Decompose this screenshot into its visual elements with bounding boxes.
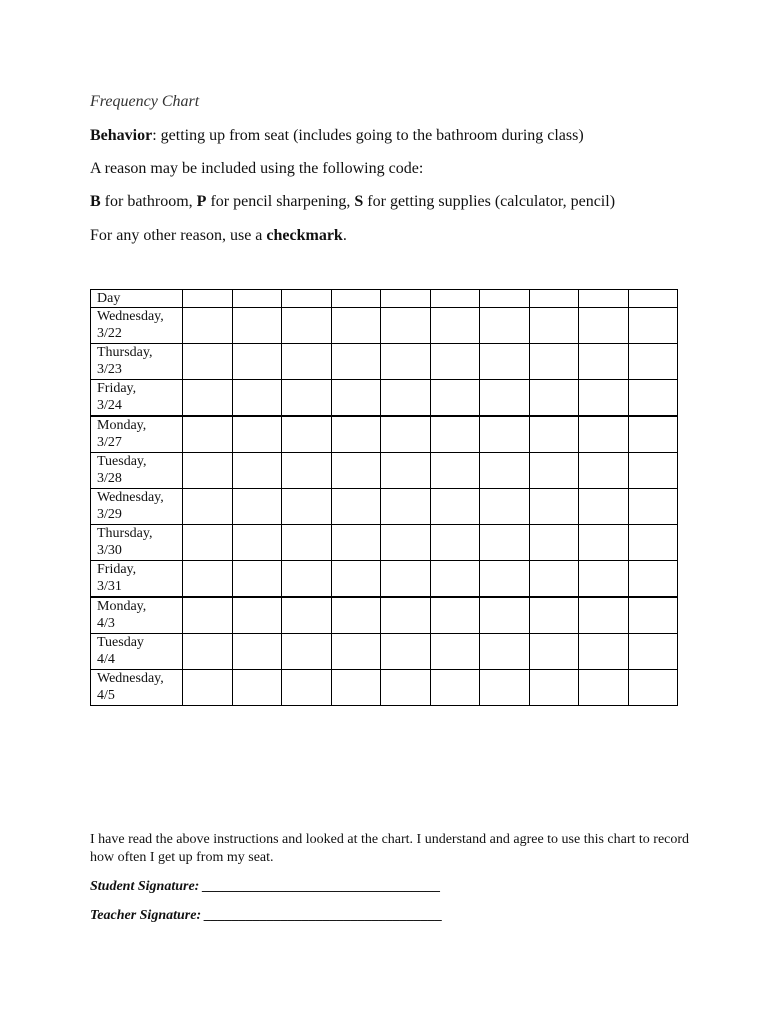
day-date: 4/5 — [97, 688, 115, 703]
tally-cell[interactable] — [183, 453, 233, 489]
day-cell — [91, 597, 183, 634]
tally-cell[interactable] — [529, 344, 579, 380]
tally-cell[interactable] — [183, 416, 233, 453]
tally-cell[interactable] — [232, 670, 282, 706]
code-p-key: P — [196, 193, 207, 210]
tally-cell[interactable] — [282, 597, 332, 634]
tally-cell[interactable] — [529, 634, 579, 670]
tally-cell[interactable] — [183, 561, 233, 598]
day-date: 3/22 — [97, 326, 122, 341]
tally-cell[interactable] — [183, 380, 233, 417]
tally-cell[interactable] — [331, 308, 381, 344]
tally-cell[interactable] — [232, 525, 282, 561]
tally-cell[interactable] — [282, 290, 332, 308]
tally-cell[interactable] — [381, 453, 431, 489]
tally-cell[interactable] — [628, 597, 678, 634]
tally-cell[interactable] — [232, 453, 282, 489]
day-header: Day — [91, 290, 183, 308]
agreement-text: I have read the above instructions and looked at the chart. I understand and agree to use this chart to record how often I get up from my seat. — [90, 832, 690, 865]
table-row — [91, 597, 678, 634]
day-cell — [91, 416, 183, 453]
tally-cell[interactable] — [430, 453, 480, 489]
tally-cell[interactable] — [183, 525, 233, 561]
code-s-key: S — [354, 193, 364, 210]
tally-cell[interactable] — [579, 525, 629, 561]
other-suffix: . — [342, 227, 347, 244]
tally-cell[interactable] — [331, 380, 381, 417]
tally-cell[interactable] — [579, 453, 629, 489]
tally-cell[interactable] — [430, 525, 480, 561]
tally-cell[interactable] — [480, 489, 530, 525]
tally-cell[interactable] — [628, 290, 678, 308]
day-name: Tuesday — [97, 635, 144, 650]
other-reason-line — [90, 227, 347, 245]
tally-cell[interactable] — [232, 308, 282, 344]
tally-cell[interactable] — [480, 290, 530, 308]
code-b-text: for bathroom, — [100, 193, 197, 210]
tally-cell[interactable] — [381, 525, 431, 561]
day-cell — [91, 308, 183, 344]
tally-cell[interactable] — [579, 416, 629, 453]
tally-cell[interactable] — [381, 344, 431, 380]
tally-cell[interactable] — [381, 380, 431, 417]
tally-cell[interactable] — [579, 489, 629, 525]
tally-cell[interactable] — [480, 344, 530, 380]
day-cell — [91, 525, 183, 561]
tally-cell[interactable] — [282, 453, 332, 489]
tally-cell[interactable] — [579, 634, 629, 670]
day-name: Friday, — [97, 562, 137, 577]
day-name: Wednesday, — [97, 309, 164, 324]
code-p-text: for pencil sharpening, — [206, 193, 355, 210]
tally-cell[interactable] — [183, 597, 233, 634]
tally-cell[interactable] — [579, 290, 629, 308]
tally-cell[interactable] — [381, 634, 431, 670]
day-name: Friday, — [97, 381, 137, 396]
table-row — [91, 561, 678, 598]
day-cell — [91, 380, 183, 417]
tally-cell[interactable] — [529, 308, 579, 344]
reason-line: A reason may be included using the following code: — [90, 160, 424, 177]
tally-cell[interactable] — [430, 344, 480, 380]
tally-cell[interactable] — [232, 380, 282, 417]
tally-cell[interactable] — [430, 380, 480, 417]
tally-cell[interactable] — [331, 561, 381, 598]
day-cell — [91, 489, 183, 525]
student-signature-line[interactable]: Student Signature: __________________________________ — [90, 879, 441, 894]
tally-cell[interactable] — [480, 380, 530, 417]
tally-cell[interactable] — [282, 561, 332, 598]
day-date: 3/31 — [97, 579, 122, 594]
table-row — [91, 489, 678, 525]
tally-cell[interactable] — [628, 670, 678, 706]
table-row — [91, 453, 678, 489]
code-s-text: for getting supplies (calculator, pencil) — [363, 193, 616, 210]
tally-cell[interactable] — [331, 634, 381, 670]
behavior-text: : getting up from seat (includes going to the bathroom during class) — [152, 127, 584, 144]
tally-cell[interactable] — [529, 290, 579, 308]
day-date: 3/23 — [97, 362, 122, 377]
day-date: 3/28 — [97, 471, 122, 486]
tally-cell[interactable] — [183, 290, 233, 308]
tally-cell[interactable] — [183, 634, 233, 670]
tally-cell[interactable] — [480, 597, 530, 634]
day-date: 3/30 — [97, 543, 122, 558]
tally-cell[interactable] — [529, 597, 579, 634]
table-row — [91, 344, 678, 380]
tally-cell[interactable] — [381, 597, 431, 634]
tally-cell[interactable] — [331, 489, 381, 525]
tally-cell[interactable] — [628, 453, 678, 489]
tally-cell[interactable] — [430, 290, 480, 308]
tally-cell[interactable] — [232, 634, 282, 670]
tally-cell[interactable] — [480, 416, 530, 453]
day-cell — [91, 453, 183, 489]
tally-cell[interactable] — [381, 670, 431, 706]
day-date: 3/27 — [97, 435, 122, 450]
tally-cell[interactable] — [529, 416, 579, 453]
tally-cell[interactable] — [579, 344, 629, 380]
tally-cell[interactable] — [480, 525, 530, 561]
table-row — [91, 380, 678, 417]
tally-cell[interactable] — [381, 416, 431, 453]
tally-cell[interactable] — [628, 561, 678, 598]
tally-cell[interactable] — [579, 597, 629, 634]
tally-cell[interactable] — [480, 634, 530, 670]
tally-cell[interactable] — [480, 453, 530, 489]
tally-cell[interactable] — [331, 344, 381, 380]
day-date: 4/4 — [97, 652, 115, 667]
tally-cell[interactable] — [430, 416, 480, 453]
frequency-table — [90, 289, 678, 706]
tally-cell[interactable] — [529, 525, 579, 561]
teacher-signature-line[interactable]: Teacher Signature: __________________________________ — [90, 908, 443, 923]
day-name: Monday, — [97, 418, 147, 433]
tally-cell[interactable] — [381, 489, 431, 525]
tally-cell[interactable] — [430, 308, 480, 344]
tally-cell[interactable] — [282, 380, 332, 417]
tally-cell[interactable] — [628, 416, 678, 453]
day-date: 3/24 — [97, 398, 122, 413]
frequency-table-body — [91, 290, 678, 706]
day-name: Wednesday, — [97, 490, 164, 505]
tally-cell[interactable] — [282, 525, 332, 561]
tally-cell[interactable] — [232, 416, 282, 453]
behavior-line — [90, 127, 584, 145]
tally-cell[interactable] — [282, 670, 332, 706]
tally-cell[interactable] — [183, 344, 233, 380]
tally-cell[interactable] — [282, 416, 332, 453]
tally-cell[interactable] — [232, 597, 282, 634]
tally-cell[interactable] — [331, 416, 381, 453]
tally-cell[interactable] — [579, 308, 629, 344]
tally-cell[interactable] — [430, 489, 480, 525]
tally-cell[interactable] — [628, 634, 678, 670]
tally-cell[interactable] — [529, 453, 579, 489]
tally-cell[interactable] — [331, 597, 381, 634]
behavior-label: Behavior — [90, 127, 153, 144]
tally-cell[interactable] — [331, 453, 381, 489]
table-row — [91, 634, 678, 670]
table-row — [91, 670, 678, 706]
tally-cell[interactable] — [529, 380, 579, 417]
tally-cell[interactable] — [628, 380, 678, 417]
tally-cell[interactable] — [529, 489, 579, 525]
table-header-row — [91, 290, 678, 308]
tally-cell[interactable] — [480, 670, 530, 706]
tally-cell[interactable] — [430, 634, 480, 670]
tally-cell[interactable] — [282, 308, 332, 344]
tally-cell[interactable] — [579, 380, 629, 417]
tally-cell[interactable] — [232, 489, 282, 525]
day-date: 4/3 — [97, 616, 115, 631]
day-cell — [91, 670, 183, 706]
code-b-key: B — [90, 193, 101, 210]
tally-cell[interactable] — [529, 561, 579, 598]
day-name: Tuesday, — [97, 454, 147, 469]
tally-cell[interactable] — [579, 561, 629, 598]
tally-cell[interactable] — [430, 670, 480, 706]
tally-cell[interactable] — [183, 489, 233, 525]
tally-cell[interactable] — [480, 561, 530, 598]
day-cell — [91, 561, 183, 598]
tally-cell[interactable] — [331, 525, 381, 561]
tally-cell[interactable] — [579, 670, 629, 706]
tally-cell[interactable] — [628, 308, 678, 344]
day-name: Monday, — [97, 599, 147, 614]
tally-cell[interactable] — [282, 634, 332, 670]
tally-cell[interactable] — [480, 308, 530, 344]
other-keyword: checkmark — [266, 227, 343, 244]
tally-cell[interactable] — [183, 308, 233, 344]
day-cell — [91, 634, 183, 670]
tally-cell[interactable] — [381, 308, 431, 344]
tally-cell[interactable] — [282, 344, 332, 380]
day-name: Thursday, — [97, 526, 153, 541]
tally-cell[interactable] — [430, 561, 480, 598]
tally-cell[interactable] — [232, 344, 282, 380]
day-cell — [91, 344, 183, 380]
tally-cell[interactable] — [331, 670, 381, 706]
tally-cell[interactable] — [628, 525, 678, 561]
other-prefix: For any other reason, use a — [90, 227, 267, 244]
day-name: Thursday, — [97, 345, 153, 360]
table-row — [91, 525, 678, 561]
day-name: Wednesday, — [97, 671, 164, 686]
tally-cell[interactable] — [282, 489, 332, 525]
table-row — [91, 416, 678, 453]
page-title: Frequency Chart — [90, 93, 200, 110]
tally-cell[interactable] — [430, 597, 480, 634]
tally-cell[interactable] — [232, 290, 282, 308]
tally-cell[interactable] — [628, 489, 678, 525]
codes-line — [90, 193, 615, 211]
tally-cell[interactable] — [232, 561, 282, 598]
tally-cell[interactable] — [529, 670, 579, 706]
tally-cell[interactable] — [628, 344, 678, 380]
tally-cell[interactable] — [331, 290, 381, 308]
tally-cell[interactable] — [381, 290, 431, 308]
tally-cell[interactable] — [183, 670, 233, 706]
table-row — [91, 308, 678, 344]
tally-cell[interactable] — [381, 561, 431, 598]
day-date: 3/29 — [97, 507, 122, 522]
